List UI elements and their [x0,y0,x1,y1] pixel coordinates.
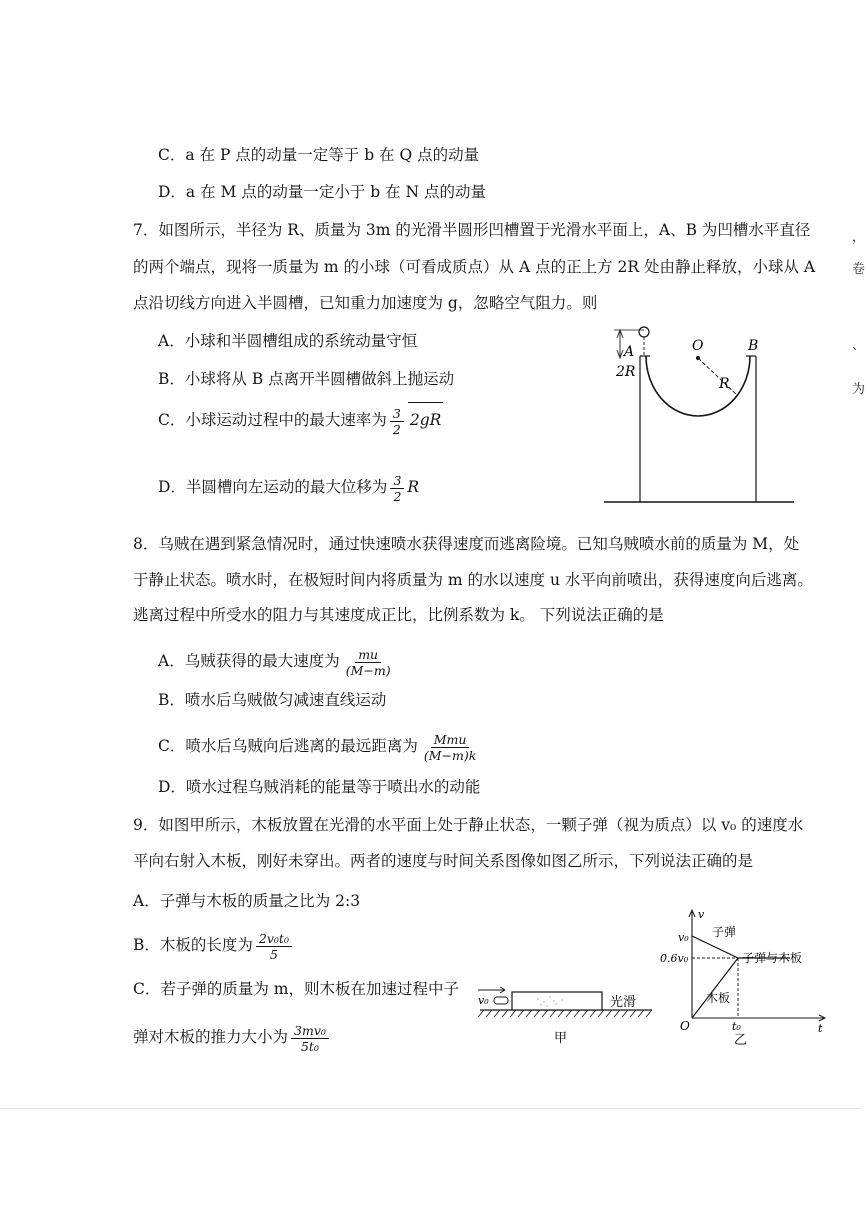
common-curve-label: 子弹与木板 [742,951,803,965]
q9-option-c-fraction [291,1023,329,1054]
fraction-denominator: 2 [393,488,402,504]
q7-stem-line1: 7．如图所示，半径为 R、质量为 3m 的光滑半圆形凹槽置于光滑水平面上，A、B 为凹槽水平直径 [133,221,811,239]
v0-tick-label: v₀ [678,931,689,944]
edge-mark: 为 [852,382,865,397]
q8-option-a-fraction [343,647,394,678]
edge-mark: 卷 [852,262,865,277]
fraction-numerator: 2v₀t₀ [256,931,292,947]
figure-caption-yi: 乙 [734,1033,748,1048]
q8-stem-line3: 逃离过程中所受水的阻力与其速度成正比，比例系数为 k。 下列说法正确的是 [133,606,664,624]
center-o-label: O [692,338,704,354]
origin-label: O [680,1019,690,1033]
q9-option-b-text: B．木板的长度为 [133,936,253,954]
v-axis-label: v [698,908,705,921]
q7-option-d-text: D．半圆槽向左运动的最大位移为 [158,478,388,496]
q9-option-c-line2 [133,1020,332,1054]
q7-option-c-sqrt: 2gR [408,402,443,437]
q8-stem-line1: 8．乌贼在遇到紧急情况时，通过快速喷水获得速度而逃离险境。已知乌贼喷水前的质量为 M，处 [133,535,800,553]
q7-option-b: B．小球将从 B 点离开半圆槽做斜上抛运动 [158,370,455,388]
fraction-numerator: mu [355,647,381,663]
bullet-curve-label: 子弹 [712,925,737,939]
q9-figure-yi [660,906,830,1052]
fraction-numerator: 3 [390,473,404,489]
fraction-numerator: Mmu [431,732,470,748]
fraction-denominator: 2 [392,421,401,437]
board-velocity-line [692,958,738,1018]
q9-option-a: A．子弹与木板的质量之比为 2:3 [133,892,361,910]
fraction-denominator: (M−m) [345,662,391,678]
q6-option-c: C．a 在 P 点的动量一定等于 b 在 Q 点的动量 [158,146,480,164]
q7-stem-line3: 点沿切线方向进入半圆槽，已知重力加速度为 g，忽略空气阻力。则 [133,294,598,312]
figure-caption-jia: 甲 [554,1031,568,1046]
q8-option-d: D．喷水过程乌贼消耗的能量等于喷出水的动能 [158,778,481,796]
radius-dashed-line [698,358,738,396]
ground-hatch [478,1010,652,1017]
q9-option-c-line1: C．若子弹的质量为 m，则木板在加速过程中子 [133,980,459,998]
board-curve-label: 木板 [706,991,731,1005]
groove-inner-arc [646,356,750,416]
q8-option-c-fraction [421,732,479,763]
t-axis-label: t [818,1022,823,1035]
q8-option-a-text: A．乌贼获得的最大速度为 [158,652,340,670]
point-b-label: B [748,338,759,354]
bullet-icon [494,997,508,1004]
q8-option-c-text: C．喷水后乌贼向后逃离的最远距离为 [158,737,418,755]
q7-stem-line2: 的两个端点，现将一质量为 m 的小球（可看成质点）从 A 点的正上方 2R 处由静止释放，小球从 A [133,258,816,276]
wooden-board [512,992,602,1010]
q8-option-b: B．喷水后乌贼做匀减速直线运动 [158,691,387,709]
fraction-numerator: 3 [390,406,404,422]
fraction-denominator: (M−m)k [423,747,477,763]
bullet-velocity-line [692,936,738,958]
ball-icon [639,327,649,337]
fraction-denominator: 5t₀ [300,1038,319,1054]
q9-figure-jia [474,980,660,1052]
q8-option-a [158,644,397,678]
edge-mark: 、 [852,338,865,353]
fraction-numerator: 3mv₀ [291,1023,329,1039]
fraction-denominator: 5 [269,946,278,962]
page-bottom-rule [0,1108,860,1109]
q7-option-c-text: C．小球运动过程中的最大速率为 [158,411,387,429]
t0-tick-label: t₀ [732,1020,741,1033]
q8-stem-line2: 于静止状态。喷水时，在极短时间内将质量为 m 的水以速度 u 水平向前喷出，获得速度向后逃离。 [133,571,813,589]
q6-option-d: D．a 在 M 点的动量一定小于 b 在 N 点的动量 [158,183,487,201]
q7-option-a: A．小球和半圆槽组成的系统动量守恒 [158,332,418,350]
q9-option-b [133,928,295,962]
surface-label: 光滑 [610,995,637,1010]
q7-option-d [158,470,419,504]
q7-option-c [158,402,443,437]
q7-figure-groove [598,318,798,510]
q7-option-d-tail: R [407,478,420,496]
q7-option-c-fraction [390,406,404,437]
radius-label: R [719,376,730,392]
edge-mark: ， [852,230,865,245]
mid-tick-label: 0.6v₀ [660,952,689,965]
q9-option-b-fraction [256,931,292,962]
q9-option-c-text: 弹对木板的推力大小为 [133,1028,289,1046]
q8-option-c [158,729,482,763]
q9-stem-line2: 平向右射入木板，刚好未穿出。两者的速度与时间关系图像如图乙所示，下列说法正确的是 [133,852,754,870]
q7-option-d-fraction [390,473,404,504]
point-a-label: A [624,344,635,360]
v0-label: v₀ [478,994,489,1007]
height-label: 2R [616,364,636,380]
q9-stem-line1: 9．如图甲所示，木板放置在光滑的水平面上处于静止状态，一颗子弹（视为质点）以 v₀ 的速度水 [133,816,804,834]
